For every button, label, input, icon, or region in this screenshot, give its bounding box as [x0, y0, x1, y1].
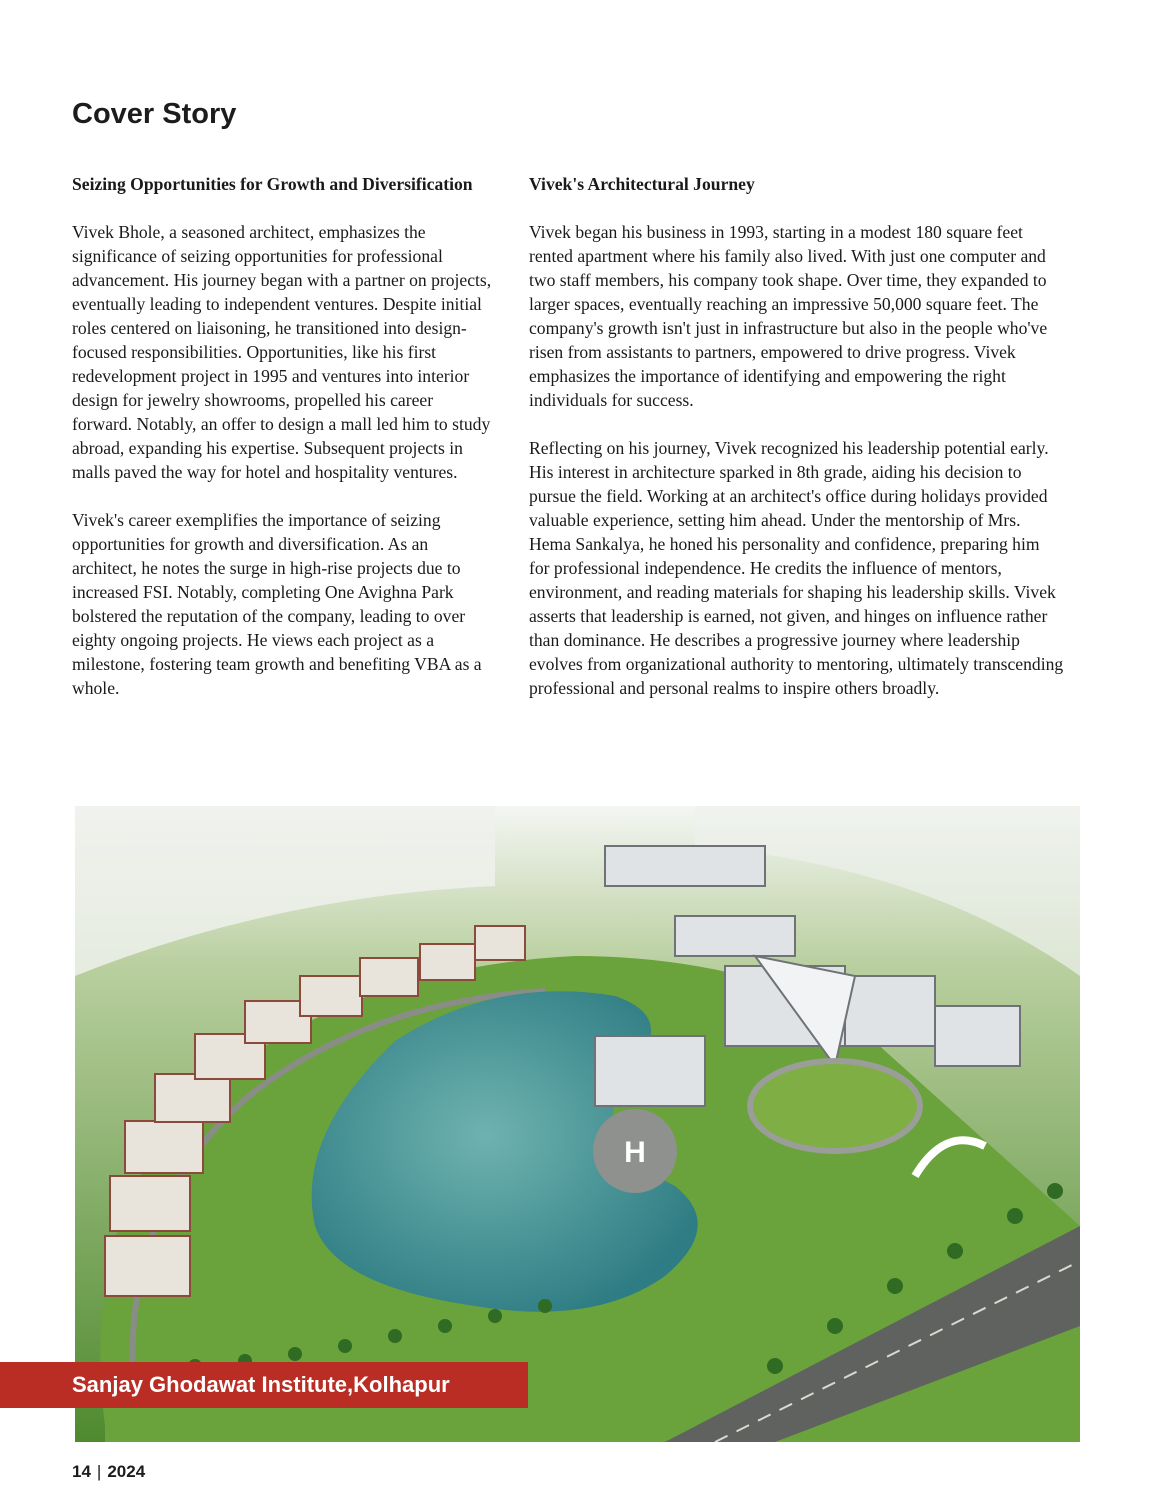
campus-aerial-rendering — [75, 806, 1080, 1442]
right-column-heading: Vivek's Architectural Journey — [529, 174, 755, 194]
left-column — [72, 172, 497, 724]
helipad-letter: H — [624, 1136, 646, 1169]
figure-caption: Sanjay Ghodawat Institute,Kolhapur — [0, 1362, 528, 1408]
left-paragraph-1: Vivek Bhole, a seasoned architect, emphasizes the significance of seizing opportunities for professional advancement. His journey began with a partner on projects, eventually leading to independent ventures. Despite initial roles centered on liaisoning, he transitioned into design-focused responsibilities. Opportunities, like his first redevelopment project in 1995 and ventures into interior design for jewelry showrooms, propelled his career forward. Notably, an offer to design a mall led him to study abroad, expanding his expertise. Subsequent projects in malls paved the way for hotel and hospitality ventures. — [72, 222, 492, 482]
right-paragraph-1: Vivek began his business in 1993, starting in a modest 180 square feet rented apartment where his family also lived. With just one computer and two staff members, his company took shape. Over time, they expanded to larger spaces, eventually reaching an impressive 50,000 square feet. The company's growth isn't just in infrastructure but also in the people who've risen from assistants to partners, empowered to drive progress. Vivek emphasizes the importance of identifying and empowering the right individuals for success. — [529, 222, 1048, 410]
footer-separator: | — [96, 1462, 102, 1481]
left-paragraph-2: Vivek's career exemplifies the importance of seizing opportunities for growth and diversification. As an architect, he notes the surge in high-rise projects due to increased FSI. Notably, completing One Avighna Park bolstered the reputation of the company, leading to over eighty ongoing projects. He views each project as a milestone, fostering team growth and benefiting VBA as a whole. — [72, 510, 482, 698]
roundabout — [750, 1061, 920, 1151]
right-column — [529, 172, 1064, 724]
issue-year: 2024 — [107, 1462, 146, 1481]
page-footer — [72, 1462, 145, 1482]
page-number: 14 — [72, 1462, 91, 1481]
left-column-heading: Seizing Opportunities for Growth and Diversification — [72, 174, 473, 194]
section-title: Cover Story — [72, 98, 237, 130]
campus-illustration — [75, 806, 1080, 1442]
right-paragraph-2: Reflecting on his journey, Vivek recognized his leadership potential early. His interest in architecture sparked in 8th grade, aiding his decision to pursue the field. Working at an architect's office during holidays provided valuable experience, setting him ahead. Under the mentorship of Mrs. Hema Sankalya, he honed his personality and confidence, preparing him for professional independence. He credits the influence of mentors, environment, and reading materials for shaping his leadership skills. Vivek asserts that leadership is earned, not given, and hinges on influence rather than dominance. He describes a progressive journey where leadership evolves from organizational authority to mentoring, ultimately transcending professional and personal realms to inspire others broadly. — [529, 438, 1064, 698]
